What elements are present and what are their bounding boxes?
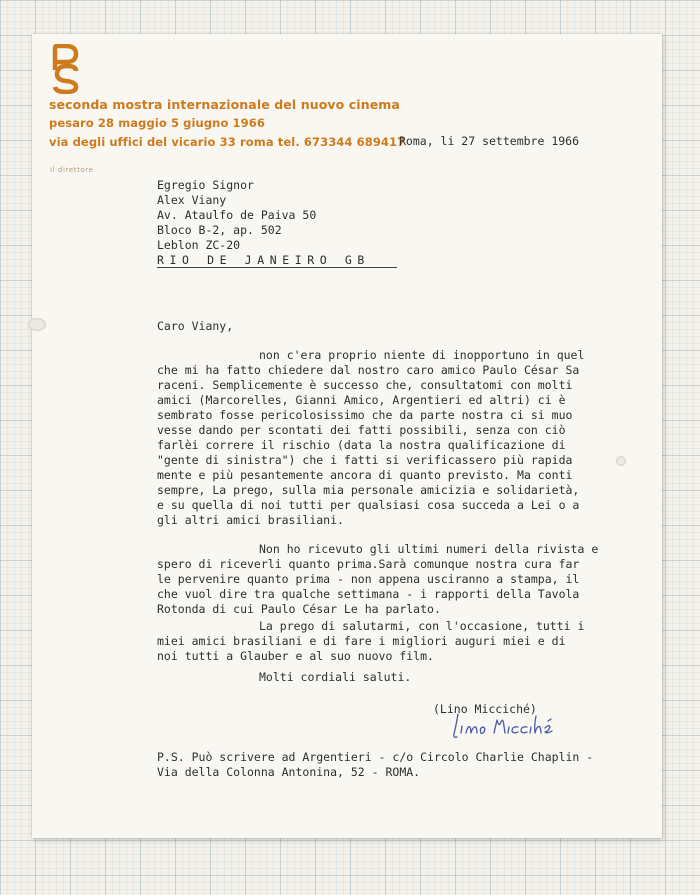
body-line: mente e più pesantemente ancora di quanto previsto. Ma conti	[157, 468, 573, 482]
recipient-line: Egregio Signor	[157, 178, 254, 192]
recipient-line: Av. Ataulfo de Paiva 50	[157, 208, 317, 222]
body-line: non c'era proprio niente di inopportuno in quel	[259, 348, 585, 362]
closing: Molti cordiali saluti.	[259, 670, 412, 684]
date-line: Roma, li 27 settembre 1966	[399, 134, 580, 148]
body-line: gli altri amici brasiliani.	[157, 513, 344, 527]
recipient-line: Bloco B-2, ap. 502	[157, 223, 282, 237]
recipient-line: Leblon ZC-20	[157, 238, 241, 252]
postscript-line: P.S. Può scrivere ad Argentieri - c/o Circolo Charlie Chaplin -	[157, 750, 594, 764]
handwritten-signature	[448, 708, 560, 744]
body-line: e su quella di noi tutti per qualsiasi cosa succeda a Lei o a	[157, 498, 580, 512]
salutation: Caro Viany,	[157, 319, 234, 333]
body-line: spero di riceverli quanto prima.Sarà comunque nostra cura far	[157, 557, 580, 571]
body-line: "gente di sinistra") che i fatti si verificassero più rapida	[157, 453, 573, 467]
director-label: il direttore	[50, 166, 94, 174]
body-line: sembrato fosse pericolosissimo che da parte nostra ci si muo	[157, 408, 573, 422]
body-line: noi tutti a Glauber e al suo nuovo film.	[157, 649, 434, 663]
letterhead-address: via degli uffici del vicario 33 roma tel. 673344 689417	[49, 135, 406, 149]
signature-name: (Lino Micciché)	[433, 702, 537, 716]
letterhead-dates: pesaro 28 maggio 5 giugno 1966	[49, 116, 265, 130]
body-line: che mi ha fatto chiedere dal nostro caro amico Paulo César Sa	[157, 363, 580, 377]
body-line: farlèi correre il rischio (data la nostra qualificazione di	[157, 438, 566, 452]
body-line: le pervenire quanto prima - non appena usciranno a stampa, il	[157, 572, 580, 586]
body-line: raceni. Semplicemente è successo che, consultatomi con molti	[157, 378, 573, 392]
recipient-city: RIO DE JANEIRO GB	[157, 253, 370, 267]
body-line: La prego di salutarmi, con l'occasione, tutti i	[259, 619, 585, 633]
body-line: sempre, La prego, sulla mia personale amicizia e solidarietà,	[157, 483, 580, 497]
body-line: amici (Marcorelles, Gianni Amico, Argentieri ed altri) ci è	[157, 393, 566, 407]
punch-hole	[616, 456, 626, 466]
festival-logo	[50, 44, 82, 94]
city-underline	[157, 267, 397, 268]
recipient-line: Alex Viany	[157, 193, 227, 207]
body-line: Non ho ricevuto gli ultimi numeri della rivista e	[259, 542, 599, 556]
letterhead-title: seconda mostra internazionale del nuovo cinema	[49, 97, 400, 112]
body-line: miei amici brasiliani e di fare i migliori auguri miei e di	[157, 634, 566, 648]
postscript-line: Via della Colonna Antonina, 52 - ROMA.	[157, 765, 421, 779]
body-line: che vuol dire tra qualche settimana - i rapporti della Tavola	[157, 587, 580, 601]
punch-hole	[28, 318, 46, 331]
body-line: Rotonda di cui Paulo César Le ha parlato.	[157, 602, 441, 616]
body-line: vesse dando per scontati dei fatti possibili, senza con ciò	[157, 423, 566, 437]
